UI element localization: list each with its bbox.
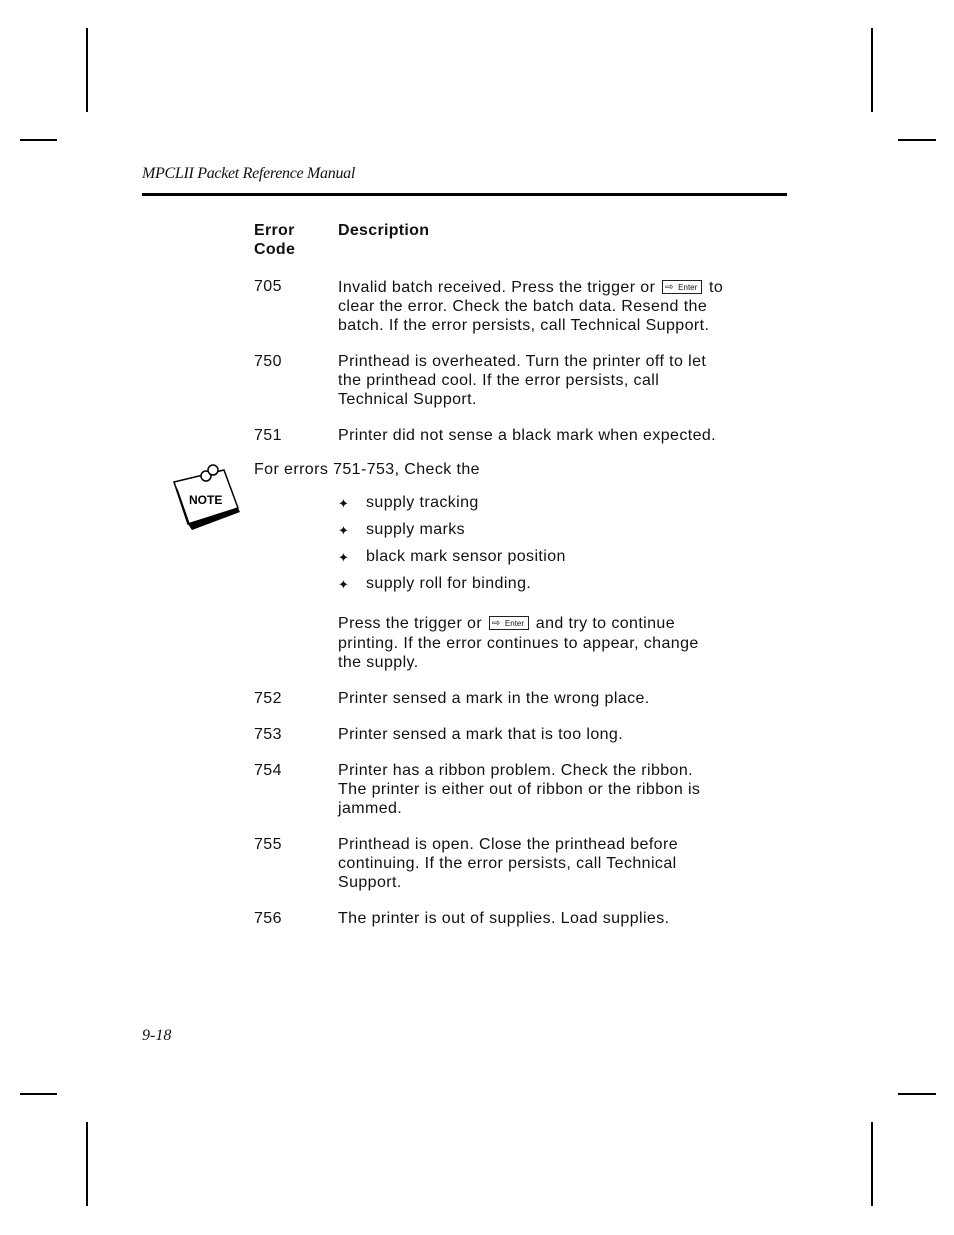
crop-mark [871,1122,873,1206]
note-intro: For errors 751-753, Check the [254,461,480,478]
star-bullet-icon: ✦ [338,577,350,592]
crop-mark [898,1093,936,1095]
error-code: 750 [254,353,282,370]
crop-mark [20,139,57,141]
error-description: Invalid batch received. Press the trigger or ⇨ Enter to clear the error. Check the batch data. Resend the batch. If the error persists, call Technical Support. [338,279,724,334]
error-code: 756 [254,910,282,927]
press-instructions: Press the trigger or ⇨ Enter and try to continue printing. If the error continues to appear, change the supply. [338,615,699,671]
error-code: 705 [254,278,282,295]
column-header-description: Description [338,222,430,239]
error-description: Printer did not sense a black mark when expected. [338,427,717,444]
error-description: Printer sensed a mark in the wrong place. [338,690,650,707]
crop-mark [20,1093,57,1095]
error-code: 751 [254,427,282,444]
enter-key-icon: ⇨ Enter [662,280,702,294]
star-bullet-icon: ✦ [338,550,350,565]
error-description: Printhead is open. Close the printhead before continuing. If the error persists, call Technical Support. [338,836,678,891]
star-bullet-icon: ✦ [338,496,350,511]
crop-mark [871,28,873,112]
page-number: 9-18 [142,1027,172,1044]
error-description: Printer sensed a mark that is too long. [338,726,624,743]
crop-mark [86,1122,88,1206]
note-icon [168,460,244,536]
enter-key-icon: ⇨ Enter [489,616,529,630]
column-header-code: Error Code [254,222,296,258]
error-code: 752 [254,690,282,707]
note-icon-label: NOTE [189,493,223,507]
error-description: The printer is out of supplies. Load supplies. [338,910,670,927]
crop-mark [86,28,88,112]
error-description: Printer has a ribbon problem. Check the ribbon. The printer is either out of ribbon or the ribbon is jammed. [338,762,701,817]
crop-mark [898,139,936,141]
error-code: 754 [254,762,282,779]
error-code: 755 [254,836,282,853]
star-bullet-icon: ✦ [338,523,350,538]
header-rule [142,193,787,196]
error-description: Printhead is overheated. Turn the printer off to let the printhead cool. If the error persists, call Technical Support. [338,353,707,408]
running-header: MPCLII Packet Reference Manual [142,165,355,182]
error-code: 753 [254,726,282,743]
